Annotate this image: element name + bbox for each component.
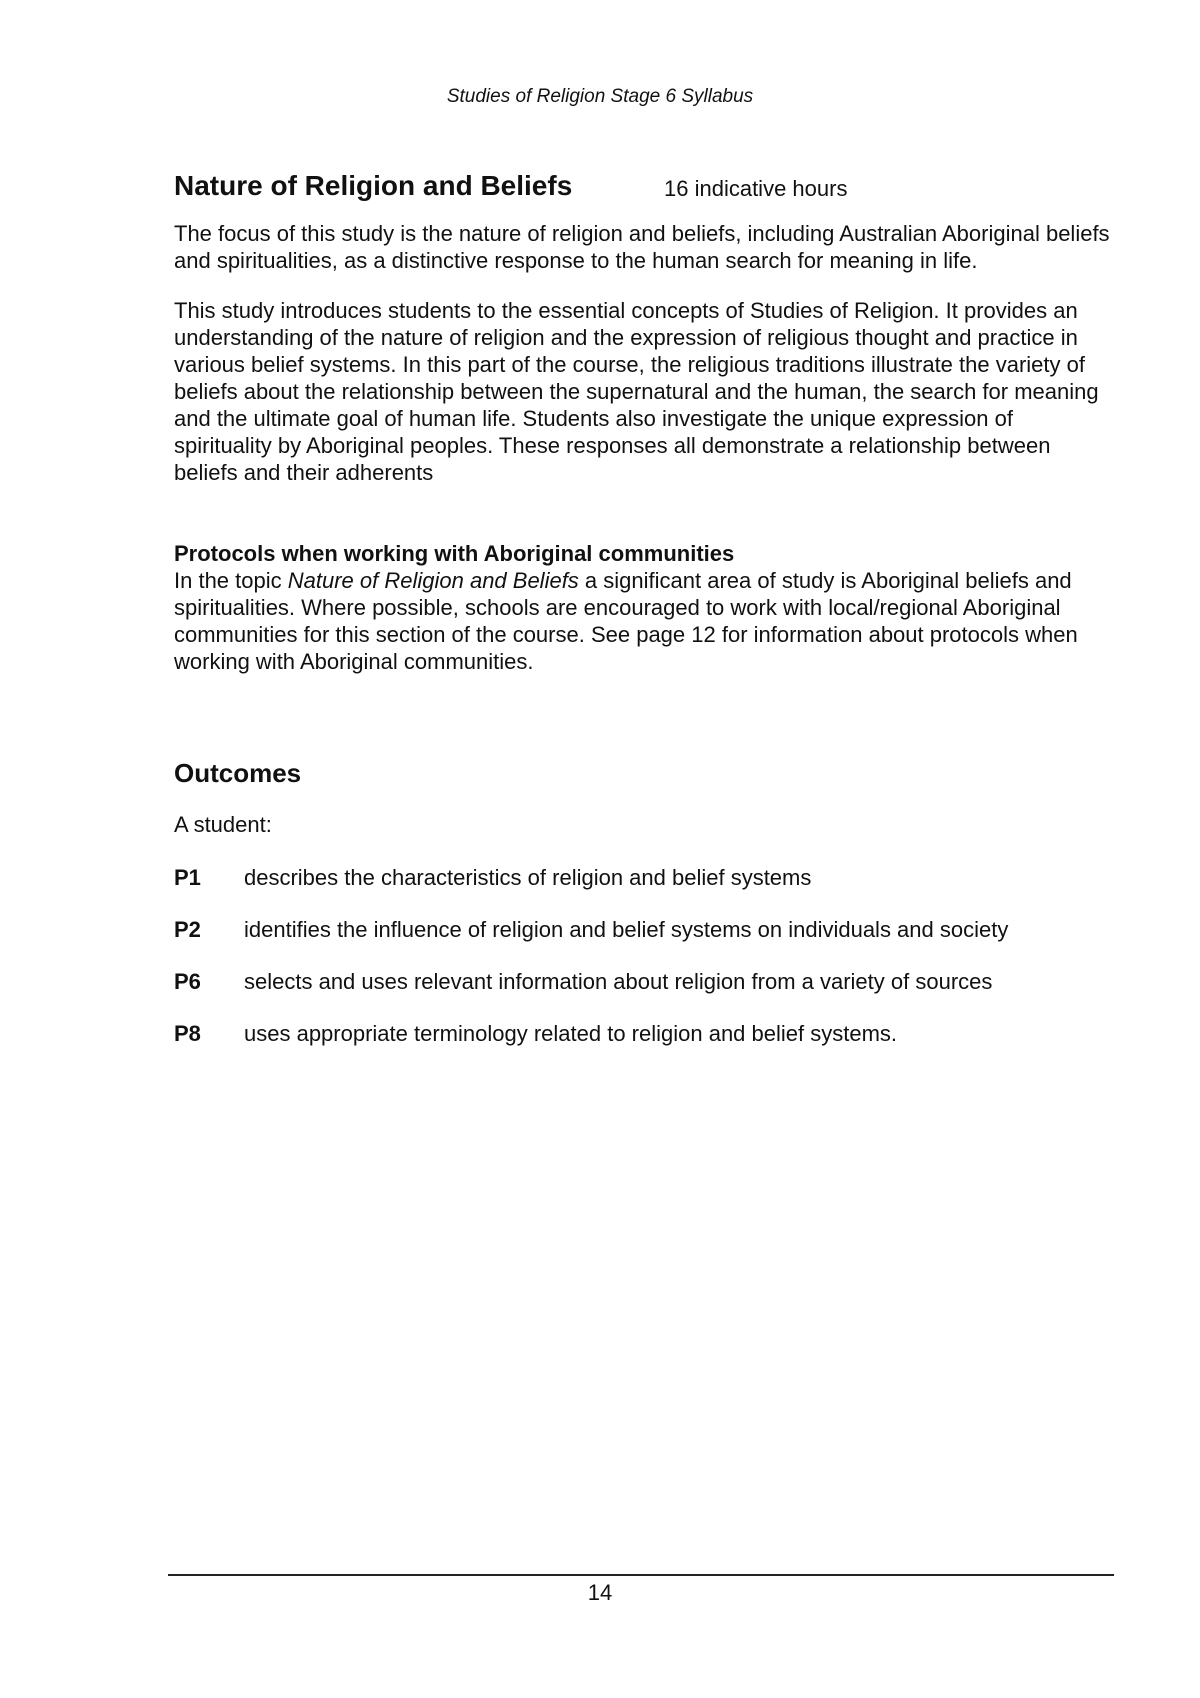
protocols-topic-name: Nature of Religion and Beliefs <box>287 568 579 593</box>
outcome-code: P8 <box>174 1021 201 1046</box>
outcome-text: selects and uses relevant information about religion from a variety of sources <box>244 969 993 994</box>
focus-paragraph: The focus of this study is the nature of religion and beliefs, including Australian Aboriginal beliefs and spiritualities, as a distinctive response to the human search for meaning in life. <box>174 221 1110 273</box>
outcome-text: identifies the influence of religion and belief systems on individuals and society <box>244 917 1009 942</box>
protocols-text-before: In the topic <box>174 568 288 593</box>
protocols-heading: Protocols when working with Aboriginal communities <box>174 541 735 566</box>
protocols-paragraph <box>174 567 1114 675</box>
outcome-item <box>174 916 1114 943</box>
running-header: Studies of Religion Stage 6 Syllabus <box>446 86 754 107</box>
section-title-row <box>174 170 1114 210</box>
protocols-section <box>174 540 1114 675</box>
outcome-item <box>174 864 1114 891</box>
protocols-text-after: a significant area of study is Aboriginal beliefs and spiritualities. Where possible, schools are encouraged to work with local/regional Aboriginal communities for this section of the course. See page 12 for information about protocols when working with Aboriginal communities. <box>174 568 1078 674</box>
outcome-code: P2 <box>174 917 201 942</box>
page-number: 14 <box>587 1580 613 1605</box>
outcome-code: P6 <box>174 969 201 994</box>
section-title: Nature of Religion and Beliefs <box>174 170 573 201</box>
outcome-text: describes the characteristics of religion and belief systems <box>244 865 812 890</box>
footer-divider <box>168 1574 1114 1576</box>
page-content <box>174 170 1114 1072</box>
outcomes-intro: A student: <box>174 812 272 837</box>
outcome-list <box>174 864 1114 1047</box>
outcome-code: P1 <box>174 865 201 890</box>
outcome-item <box>174 1020 1114 1047</box>
outcome-item <box>174 968 1114 995</box>
introduction-paragraph: This study introduces students to the essential concepts of Studies of Religion. It provides an understanding of the nature of religion and the expression of religious thought and practice in various belief systems. In this part of the course, the religious traditions illustrate the variety of beliefs about the relationship between the supernatural and the human, the search for meaning and the ultimate goal of human life. Students also investigate the unique expression of spirituality by Aboriginal peoples. These responses all demonstrate a relationship between beliefs and their adherents <box>174 298 1099 485</box>
outcomes-heading: Outcomes <box>174 758 302 788</box>
outcome-text: uses appropriate terminology related to religion and belief systems. <box>244 1021 898 1046</box>
indicative-hours: 16 indicative hours <box>664 176 848 201</box>
